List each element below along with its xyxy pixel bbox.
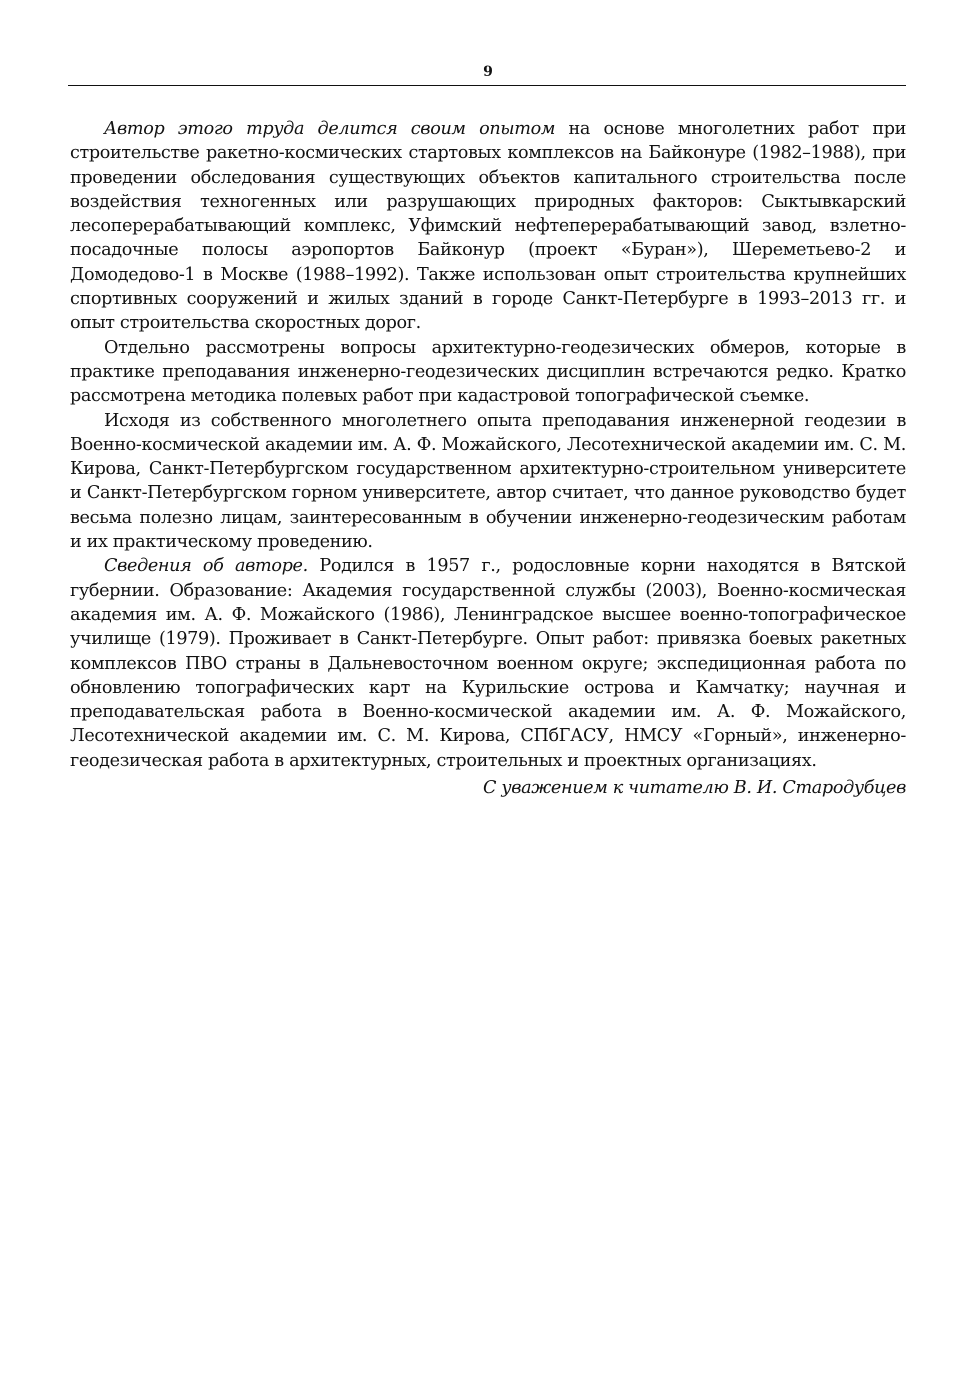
paragraph-lead-italic: Автор этого труда делится своим опытом xyxy=(104,119,556,139)
paragraph-author-experience xyxy=(70,117,906,336)
document-page xyxy=(70,0,906,1388)
body-text xyxy=(70,117,906,800)
page-number: 9 xyxy=(483,64,493,80)
paragraph-text: Отдельно рассмотрены вопросы архитектурно-геодезических обмеров, которые в практике преподавания инженерно-геодезических дисциплин встречаются редко. Кратко рассмотрена методика полевых работ при кадастровой топографической съемке. xyxy=(70,337,906,407)
paragraph-text: на основе многолетних работ при строительстве ракетно-космических стартовых комплексов на Байконуре (1982–1988), при проведении обследования существующих объектов капитального строительства после воздействия техногенных или разрушающих природных факторов: Сыктывкарский лесоперерабатывающий комплекс, Уфимский нефтеперерабатывающий завод, взлетно-посадочные полосы аэропортов Байконур (проект «Буран»), Шереметьево-2 и Домодедово-1 в Москве (1988–1992). Также использован опыт строительства крупнейших спортивных сооружений и жилых зданий в городе Санкт-Петербурге в 1993–2013 гг. и опыт строительства скоростных дорог. xyxy=(70,119,906,334)
signature: С уважением к читателю В. И. Стародубцев xyxy=(483,778,906,799)
paragraph-lead-italic: Сведения об авторе. xyxy=(104,556,308,577)
header-rule xyxy=(68,85,906,86)
paragraph-text: Исходя из собственного многолетнего опыта преподавания инженерной геодезии в Военно-космической академии им. А. Ф. Можайского, Лесотехнической академии им. С. М. Кирова, Санкт-Петербургском государственном архитектурно-строительном университете и Санкт-Петербургском горном университете, автор считает, что данное руководство будет весьма полезно лицам, заинтересованным в обучении инженерно-геодезическим работам и их практическому проведению. xyxy=(70,410,906,553)
paragraph-teaching-experience xyxy=(70,409,906,555)
paragraph-about-author xyxy=(70,554,906,773)
paragraph-text: Родился в 1957 г., родословные корни находятся в Вятской губернии. Образование: Академия государственной службы (2003), Военно-космическая академия им. А. Ф. Можайского (1986), Ленинградское высшее военно-топографическое училище (1979). Проживает в Санкт-Петербурге. Опыт работ: привязка боевых ракетных комплексов ПВО страны в Дальневосточном военном округе; экспедиционная работа по обновлению топографических карт на Курильские острова и Камчатку; научная и преподавательская работа в Военно-космической академии им. А. Ф. Можайского, Лесотехнической академии им. С. М. Кирова, СПбГАСУ, НМСУ «Горный», инженерно-геодезическая работа в архитектурных, строительных и проектных организациях. xyxy=(70,556,906,771)
paragraph-architectural-surveys xyxy=(70,336,906,409)
